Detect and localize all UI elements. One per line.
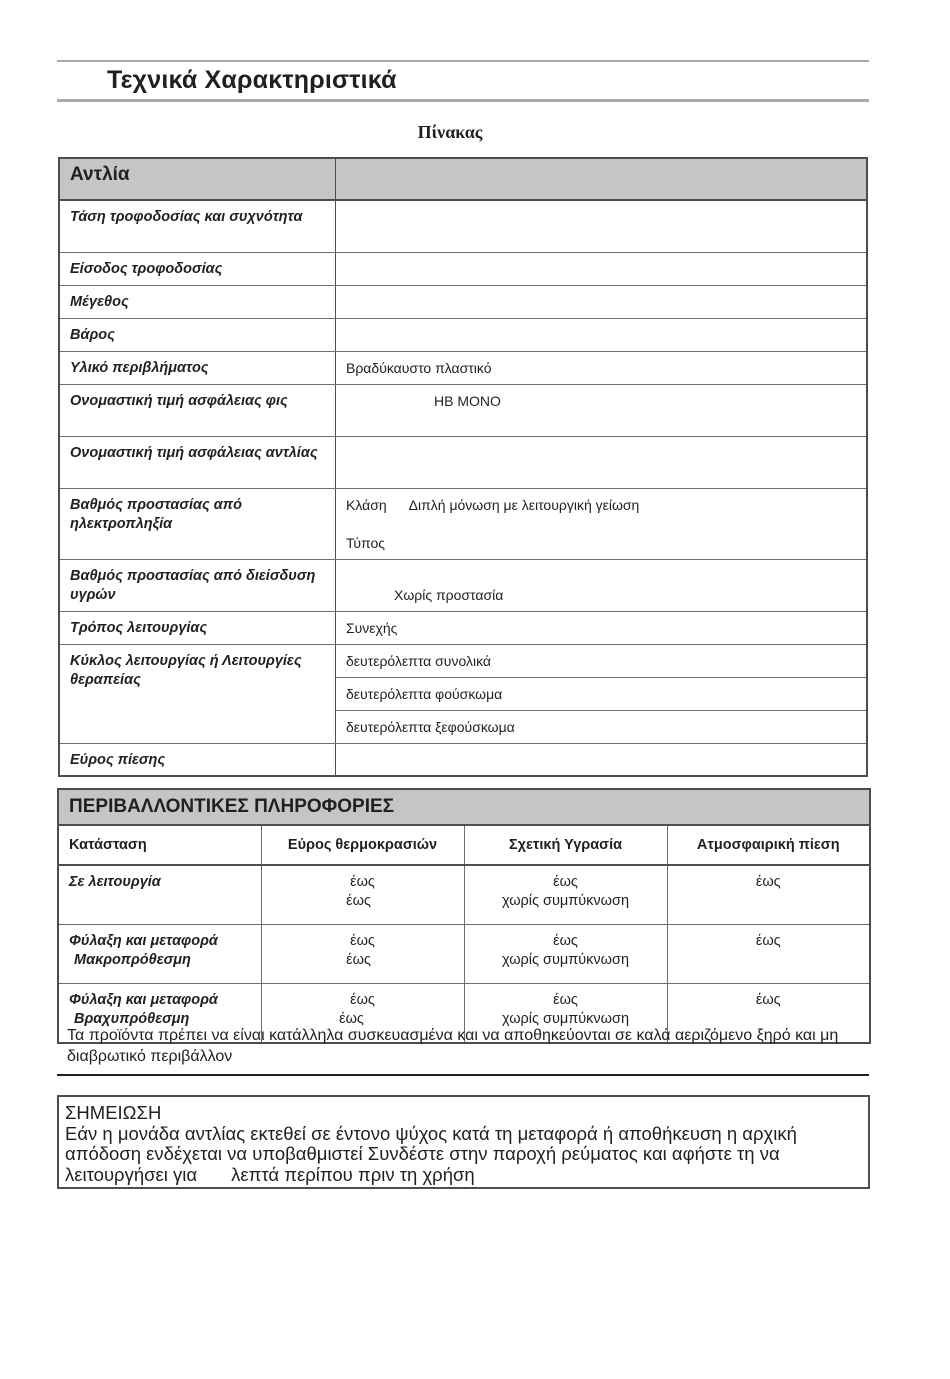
spec-label: Βαθμός προστασίας από ηλεκτροπληξία <box>59 488 336 559</box>
environment-table <box>57 788 871 1044</box>
spec-label: Ονομαστική τιμή ασφάλειας φις <box>59 384 336 436</box>
spec-label: Βάρος <box>59 318 336 351</box>
spec-value: δευτερόλεπτα φούσκωμα <box>336 677 868 710</box>
table-row <box>59 743 867 776</box>
spec-label: Τάση τροφοδοσίας και συχνότητα <box>59 200 336 252</box>
env-temp: έως <box>339 1011 364 1027</box>
env-pressure: έως <box>667 925 870 984</box>
spec-value: HB MONO <box>434 392 501 409</box>
column-header: Ατμοσφαιρική πίεση <box>667 825 870 865</box>
table-row <box>59 559 867 611</box>
env-state: Φύλαξη και μεταφορά <box>69 992 218 1008</box>
env-pressure: έως <box>667 865 870 925</box>
spec-type-label: Τύπος <box>346 534 385 551</box>
environment-note: Τα προϊόντα πρέπει να είναι κατάλληλα συσκευασμένα και να αποθηκεύονται σε καλά αεριζόμενο ξηρό και μη διαβρωτικό περιβάλλον <box>67 1027 839 1065</box>
table-row <box>59 384 867 436</box>
spec-value: δευτερόλεπτα συνολικά <box>336 644 868 677</box>
table-row <box>59 436 867 488</box>
note-line: λειτουργήσει για <box>65 1163 198 1185</box>
spec-value <box>336 252 868 285</box>
note-line: Εάν η μονάδα αντλίας εκτεθεί σε έντονο ψύχος κατά τη μεταφορά ή αποθήκευση η αρχική <box>65 1122 797 1144</box>
spec-value <box>336 436 868 488</box>
spec-label: Βαθμός προστασίας από διείσδυση υγρών <box>59 559 336 611</box>
spec-value <box>336 318 868 351</box>
column-header: Κατάσταση <box>58 825 261 865</box>
env-temp: έως <box>350 933 375 949</box>
env-humidity: έως <box>553 933 578 949</box>
spec-header-value <box>336 158 868 200</box>
spec-value: Συνεχής <box>336 611 868 644</box>
column-header: Σχετική Υγρασία <box>464 825 667 865</box>
spec-value: δευτερόλεπτα ξεφούσκωμα <box>336 710 868 743</box>
spec-value <box>336 200 868 252</box>
env-humidity: έως <box>553 874 578 890</box>
table-row <box>58 865 870 925</box>
spec-label: Εύρος πίεσης <box>59 743 336 776</box>
note-heading: ΣΗΜΕΙΩΣΗ <box>65 1102 162 1123</box>
table-row <box>59 252 867 285</box>
spec-label: Υλικό περιβλήματος <box>59 351 336 384</box>
spec-value: Βραδύκαυστο πλαστικό <box>336 351 868 384</box>
spec-value: Χωρίς προστασία <box>394 586 504 603</box>
env-state-sub: Βραχυπρόθεσμη <box>74 1011 190 1027</box>
environment-note-rule <box>57 1074 869 1076</box>
spec-header-label: Αντλία <box>59 158 336 200</box>
table-row <box>59 200 867 252</box>
table-row <box>59 285 867 318</box>
note-line: λεπτά περίπου πριν τη χρήση <box>231 1163 475 1185</box>
spec-label: Είσοδος τροφοδοσίας <box>59 252 336 285</box>
env-pressure: έως <box>667 984 870 1044</box>
spec-label: Τρόπος λειτουργίας <box>59 611 336 644</box>
table-row <box>59 351 867 384</box>
spec-label: Μέγεθος <box>59 285 336 318</box>
spec-value <box>336 743 868 776</box>
table-row <box>59 318 867 351</box>
env-temp: έως <box>350 874 375 890</box>
spec-header-row <box>59 158 867 200</box>
env-state: Σε λειτουργία <box>69 874 161 890</box>
title-rule-top <box>57 60 869 62</box>
env-column-headers <box>58 825 870 865</box>
note-box <box>57 1095 870 1189</box>
spec-label: Κύκλος λειτουργίας ή Λειτουργίες θεραπείας <box>59 644 336 743</box>
table-caption: Πίνακας <box>417 122 483 142</box>
note-line: απόδοση ενδέχεται να υποβαθμιστεί Συνδέστε στην παροχή ρεύματος και αφήστε τη να <box>65 1143 780 1164</box>
title-rule-bottom <box>57 99 869 102</box>
env-title-row <box>58 789 870 825</box>
env-humidity-note: χωρίς συμπύκνωση <box>501 1011 630 1027</box>
env-humidity-note: χωρίς συμπύκνωση <box>501 893 630 909</box>
env-state: Φύλαξη και μεταφορά <box>69 933 218 949</box>
table-row <box>59 611 867 644</box>
spec-class-value: Διπλή μόνωση με λειτουργική γείωση <box>408 496 640 513</box>
env-humidity-note: χωρίς συμπύκνωση <box>501 952 630 968</box>
env-temp: έως <box>346 952 371 968</box>
table-row <box>59 644 867 677</box>
table-row <box>59 488 867 559</box>
env-title: ΠΕΡΙΒΑΛΛΟΝΤΙΚΕΣ ΠΛΗΡΟΦΟΡΙΕΣ <box>58 789 870 825</box>
env-state-sub: Μακροπρόθεσμη <box>74 952 191 968</box>
env-humidity: έως <box>553 992 578 1008</box>
spec-value <box>336 285 868 318</box>
page-title: Τεχνικά Χαρακτηριστικά <box>107 66 397 94</box>
env-temp: έως <box>350 992 375 1008</box>
spec-class-label: Κλάση <box>346 496 387 513</box>
env-temp: έως <box>346 893 371 909</box>
pump-spec-table <box>58 157 868 777</box>
column-header: Εύρος θερμοκρασιών <box>261 825 464 865</box>
spec-label: Ονομαστική τιμή ασφάλειας αντλίας <box>59 436 336 488</box>
table-row <box>58 925 870 984</box>
